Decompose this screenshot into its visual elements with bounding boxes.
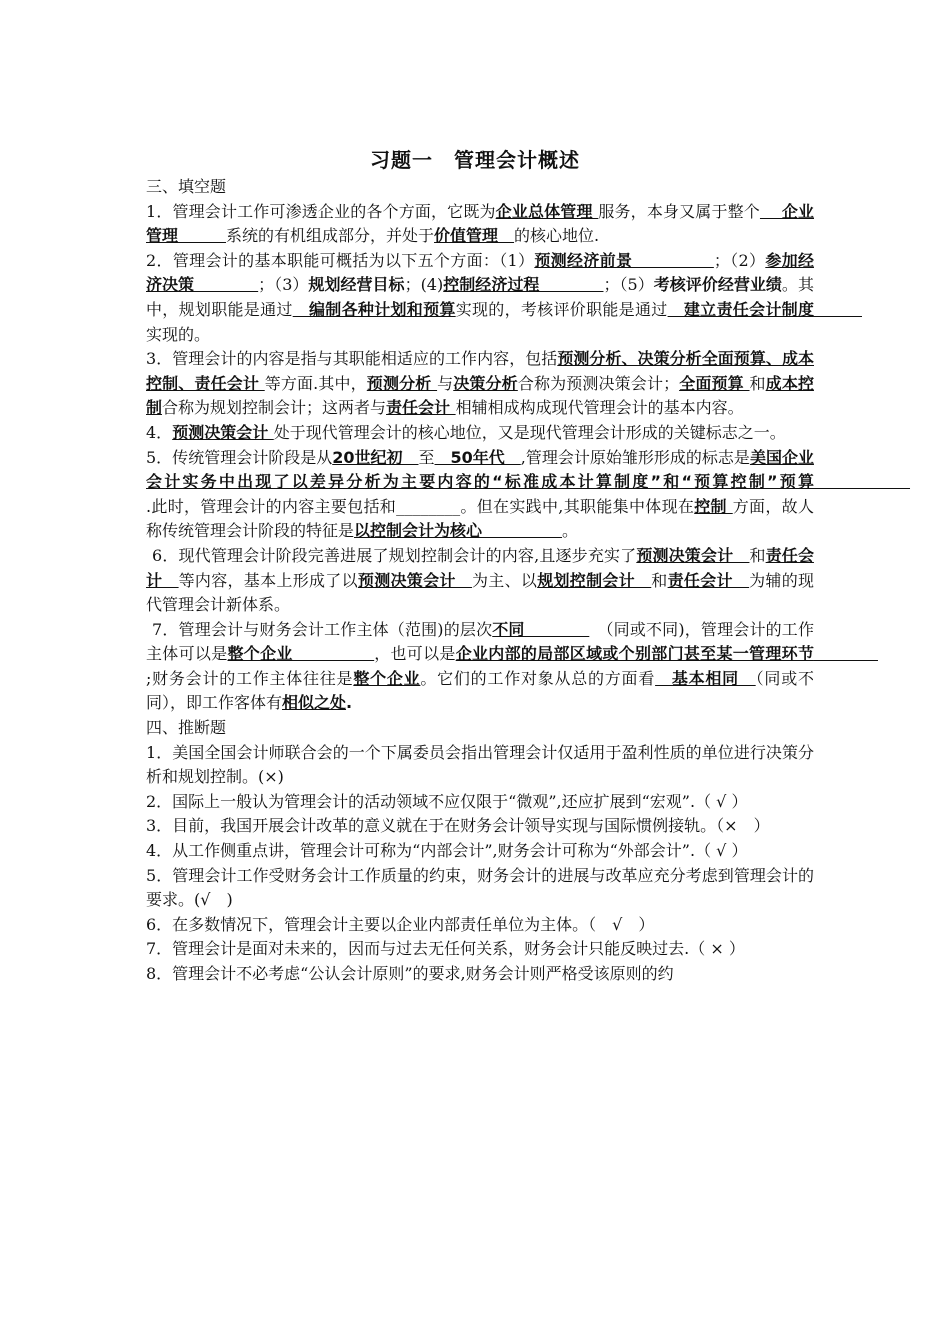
question-5 — [146, 446, 911, 544]
page-title: 习题一 管理会计概述 — [370, 148, 580, 172]
question-text: 1．管理会计工作可渗透企业的各个方面，它既为 — [146, 201, 496, 221]
judgement-item-6: 6．在多数情况下，管理会计主要以企业内部责任单位为主体。（ √ ） — [146, 914, 655, 934]
question-text: .此时，管理会计的内容主要包括和________。但在实践中,其职能集中体现在 — [146, 496, 695, 516]
question-text: 和 — [749, 545, 766, 565]
question-text: 合称为规划控制会计；这两者与 — [162, 398, 387, 418]
question-text: 处于现代管理会计的核心地位，又是现代管理会计形成的关键标志之一。 — [273, 422, 786, 442]
question-7 — [146, 618, 878, 716]
question-text: 。其中，规划职能是通过 — [146, 275, 814, 319]
answer: 基本相同 — [655, 668, 756, 688]
question-text: 服务，本身又属于整个 — [598, 201, 760, 221]
judgement-item-2: 2．国际上一般认为管理会计的活动领域不应仅限于“微观”,还应扩展到“宏观”.（ √ ） — [146, 791, 748, 811]
judgement-item-1: 1．美国全国会计师联合会的一个下属委员会指出管理会计仅适用于盈利性质的单位进行决策分析和规划控制。(×) — [146, 742, 814, 787]
answer: 责任会计 — [386, 398, 456, 418]
answer: 决策分析 — [453, 373, 518, 393]
answer: 整个企业 — [353, 668, 421, 688]
judgement-item-5: 5．管理会计工作受财务会计工作质量的约束，财务会计的进展与改革应充分考虑到管理会计的要求。(√ ) — [146, 865, 814, 910]
question-text: 3．管理会计的内容是指与其职能相适应的工作内容，包括 — [146, 349, 558, 369]
answer: 企业总体管理 — [495, 201, 599, 221]
question-text: 为辅的现代管理会计新体系。 — [146, 570, 814, 615]
question-text: 为主、以 — [471, 570, 538, 590]
answer: 以控制会计为核心 — [354, 521, 563, 541]
question-text: 至 — [418, 447, 435, 467]
question-2 — [146, 249, 862, 347]
question-text: 的核心地位. — [514, 226, 600, 246]
question-text: 相辅相成构成现代管理会计的基本内容。 — [455, 398, 744, 418]
question-text: 系统的有机组成部分，并处于 — [226, 226, 435, 246]
question-text: 实现的，考核评价职能是通过 — [455, 299, 668, 319]
question-text: 。 — [562, 521, 579, 541]
answer: 责任会计 — [146, 545, 814, 590]
question-text: （同或不同），即工作客体有 — [146, 668, 814, 713]
question-text: 合称为预测决策会计； — [517, 373, 680, 393]
answer: 预测经济前景 — [534, 250, 714, 270]
question-text: . — [346, 693, 353, 713]
judgement-item-3: 3．目前，我国开展会计改革的意义就在于在财务会计领导实现与国际惯例接轨。（× ） — [146, 816, 770, 836]
answer: 价值管理 — [434, 226, 515, 246]
answer: 企业管理 — [146, 201, 814, 246]
question-text: ；(4) — [404, 275, 444, 295]
question-text: 2．管理会计的基本职能可概括为以下五个方面：（1） — [146, 250, 535, 270]
question-3 — [146, 347, 814, 421]
question-text: ,管理会计原始雏形形成的标志是 — [520, 447, 750, 467]
question-6 — [146, 544, 814, 618]
answer: 编制各种计划和预算 — [292, 299, 456, 319]
question-text: 与 — [437, 373, 454, 393]
question-1 — [146, 200, 814, 249]
question-text: 等内容，基本上形成了以 — [178, 570, 358, 590]
question-text: 实现的。 — [146, 324, 211, 344]
question-text: 。它们的工作对象从总的方面看 — [420, 668, 656, 688]
answer: 规划经营目标 — [308, 275, 405, 295]
answer: 规划控制会计 — [537, 570, 652, 590]
question-text: 5．传统管理会计阶段是从 — [146, 447, 333, 467]
answer: 预测分析 — [366, 373, 438, 393]
answer: 预测决策会计 — [172, 422, 274, 442]
answer: 整个企业 — [227, 644, 375, 664]
judgement-item-7: 7．管理会计是面对未来的，因而与过去无任何关系，财务会计只能反映过去.（ × ） — [146, 939, 745, 959]
judgement-item-8: 8．管理会计不必考虑“公认会计原则”的要求,财务会计则严格受该原则的约 — [146, 964, 674, 983]
question-text: ，也可以是 — [374, 644, 456, 664]
question-text: 6．现代管理会计阶段完善进展了规划控制会计的内容,且逐步充实了 — [152, 545, 637, 565]
answer: 全面预算 — [679, 373, 750, 393]
answer: 成本控制 — [146, 373, 814, 418]
answer: 相似之处 — [282, 693, 347, 713]
question-4 — [146, 421, 814, 446]
question-text: （同或不同)，管理会计的工作主体可以是 — [146, 619, 814, 664]
document-body — [146, 175, 911, 987]
question-text: 和 — [651, 570, 668, 590]
question-text: 等方面.其中， — [264, 373, 367, 393]
answer: 50年代 — [434, 447, 521, 467]
answer: 考核评价经营业绩 — [653, 275, 782, 295]
answer: 参加经济决策 — [146, 250, 814, 295]
question-text: ；（2） — [713, 250, 766, 270]
question-text: ；（3） — [258, 275, 309, 295]
answer: 责任会计 — [667, 570, 750, 590]
answer: 企业内部的局部区域或个别部门甚至某一管理环节 — [455, 644, 878, 664]
section-heading-judgement: 四、推断题 — [146, 718, 227, 738]
answer: 建立责任会计制度 — [667, 299, 862, 319]
question-text: ;财务会计的工作主体往往是 — [146, 668, 354, 688]
question-text: ；（5） — [603, 275, 654, 295]
judgement-item-4: 4．从工作侧重点讲，管理会计可称为“内部会计”,财务会计可称为“外部会计”.（ √ ） — [146, 841, 748, 861]
answer: 20世纪初 — [332, 447, 419, 467]
answer: 预测决策会计 — [636, 545, 750, 565]
answer: 美国企业会计实务中出现了以差异分析为主要内容的“标准成本计算制度”和“预算控制”预算 — [146, 447, 911, 492]
answer: 预测决策会计 — [357, 570, 472, 590]
answer: 控制经济过程 — [443, 275, 604, 295]
question-text: 方面，故人称传统管理会计阶段的特征是 — [146, 496, 814, 541]
answer: 不同 — [492, 619, 590, 639]
answer: 预测分析、决策分析全面预算、成本控制、责任会计 — [146, 349, 814, 393]
question-text: 和 — [749, 373, 766, 393]
section-heading-fill-in: 三、填空题 — [146, 177, 227, 196]
answer: 控制 — [694, 496, 733, 516]
question-text: 4． — [146, 422, 173, 442]
question-text: 7．管理会计与财务会计工作主体（范围)的层次 — [152, 619, 493, 639]
